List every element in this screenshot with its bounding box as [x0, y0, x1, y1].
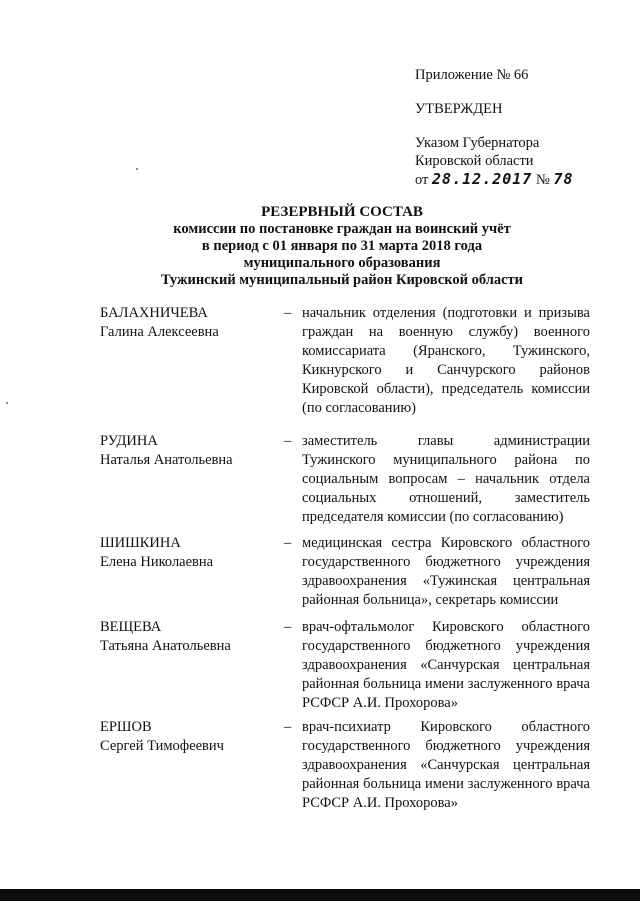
date-prefix: от: [415, 172, 429, 188]
dash-separator: –: [284, 305, 292, 321]
dash-separator: –: [284, 719, 292, 735]
member-name: [100, 432, 280, 470]
member-given-name: Сергей Тимофеевич: [100, 738, 224, 754]
dash-separator: –: [284, 619, 292, 635]
member-surname: БАЛАХНИЧЕВА: [100, 305, 208, 321]
decree-date: 28.12.2017: [432, 170, 533, 188]
dash-separator: –: [284, 433, 292, 449]
member-role: медицинская сестра Кировского областного государственного бюджетного учреждения здравоохранения «Тужинская центральная районная больница», секретарь комиссии: [302, 535, 590, 608]
decree-line-2: Кировской области: [415, 153, 534, 169]
decree-line-1: Указом Губернатора: [415, 135, 540, 151]
decree-date-line: [415, 170, 615, 189]
member-given-name: Галина Алексеевна: [100, 324, 219, 340]
approved-label: УТВЕРЖДЕН: [415, 101, 503, 117]
scan-speck: [136, 168, 138, 170]
member-name: [100, 534, 280, 572]
member-description: [284, 432, 590, 527]
scan-bottom-edge: [0, 889, 640, 901]
member-role: врач-офтальмолог Кировского областного государственного бюджетного учреждения здравоохранения «Санчурская центральная районная больница имени заслуженного врача РСФСР А.И. Прохорова»: [302, 619, 590, 711]
member-description: [284, 718, 590, 813]
member-description: [284, 534, 590, 610]
member-surname: ВЕЩЕВА: [100, 619, 162, 635]
decree-number: 78: [553, 170, 574, 188]
document-title: [92, 204, 592, 289]
title-line-2: комиссии по постановке граждан на воинский учёт: [173, 221, 511, 237]
member-role: начальник отделения (подготовки и призыва граждан на военную службу) военного комиссариата (Яранского, Тужинского, Кикнурского и Санчурского районов Кировской области), председатель комиссии (по согласованию): [302, 305, 590, 416]
appendix-number: Приложение № 66: [415, 67, 529, 83]
title-line-4: муниципального образования: [243, 255, 441, 271]
scan-speck: [6, 402, 8, 404]
member-description: [284, 618, 590, 713]
member-role: заместитель главы администрации Тужинского муниципального района по социальным вопросам – начальник отдела социальных отношений, заместитель председателя комиссии (по согласованию): [302, 433, 590, 525]
member-role: врач-психиатр Кировского областного государственного бюджетного учреждения здравоохранения «Санчурская центральная районная больница имени заслуженного врача РСФСР А.И. Прохорова»: [302, 719, 590, 811]
member-name: [100, 618, 280, 656]
title-line-5: Тужинский муниципальный район Кировской области: [160, 272, 524, 288]
member-surname: ШИШКИНА: [100, 535, 181, 551]
member-given-name: Наталья Анатольевна: [100, 452, 233, 468]
title-line-3: в период с 01 января по 31 марта 2018 года: [201, 238, 483, 254]
member-surname: РУДИНА: [100, 433, 158, 449]
dash-separator: –: [284, 535, 292, 551]
member-surname: ЕРШОВ: [100, 719, 152, 735]
approval-block: [415, 66, 615, 189]
member-given-name: Татьяна Анатольевна: [100, 638, 231, 654]
member-given-name: Елена Николаевна: [100, 554, 214, 570]
member-description: [284, 304, 590, 418]
member-name: [100, 304, 280, 342]
title-line-1: РЕЗЕРВНЫЙ СОСТАВ: [261, 204, 423, 220]
member-name: [100, 718, 280, 756]
number-prefix: №: [535, 172, 550, 188]
